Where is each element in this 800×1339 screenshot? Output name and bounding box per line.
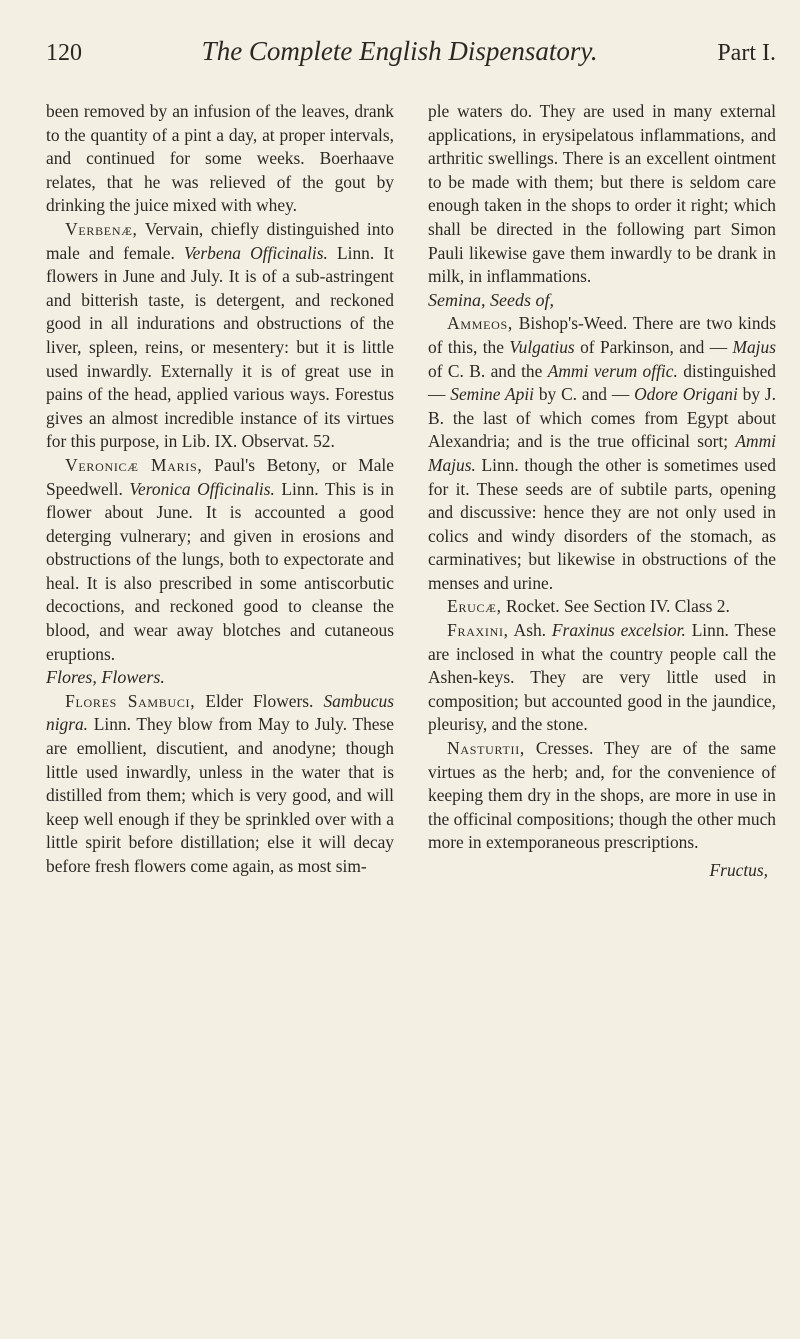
entry-text: by J. B. the last of which comes from Egypt about Alexandria; and is the true officinal sort; xyxy=(428,384,777,452)
left-column xyxy=(46,100,394,883)
entry-headword: Ammeos, xyxy=(447,313,513,334)
entry-veronica xyxy=(46,454,394,666)
latin-name: Ammi verum offic. xyxy=(547,360,678,381)
entry-text: Vervain, chiefly distinguished into male and female. xyxy=(46,218,394,263)
entry-text: of C. B. and the xyxy=(428,360,543,381)
part-label: Part I. xyxy=(717,40,776,66)
entry-text: Paul's Betony, or Male Speedwell. xyxy=(46,454,394,499)
entry-nasturtii xyxy=(428,737,776,855)
entry-headword: Fraxini, xyxy=(447,620,509,641)
entry-text: by C. and — xyxy=(538,384,630,405)
entry-erucae xyxy=(428,595,776,619)
latin-name: Verbena Officinalis. xyxy=(183,242,328,263)
entry-fraxini xyxy=(428,619,776,737)
latin-name: Odore Origani xyxy=(634,384,738,405)
section-heading: Semina, Seeds of, xyxy=(428,289,554,310)
latin-name: Sambucus nigra. xyxy=(46,690,394,735)
text-columns xyxy=(46,100,776,883)
paragraph-continuation: been removed by an infusion of the leaves, drank to the quantity of a pint a day, at proper intervals, and continued for some weeks. Boerhaave relates, that he was relieved of the gout by drinking the juice mixed with whey. xyxy=(46,101,394,216)
running-title: The Complete English Dispensatory. xyxy=(201,36,598,66)
entry-text: Linn. though the other is sometimes used for it. These seeds are of subtile parts, opening and discussive: hence they are not only used in colics and windy disorders of the stomach, as carminatives; but likewise in obstructions of the menses and urine. xyxy=(428,454,776,593)
latin-name: Semine Apii xyxy=(450,384,534,405)
entry-headword: Verbenæ, xyxy=(65,218,138,239)
running-header xyxy=(46,36,776,76)
entry-text: Linn. This is in flower about June. It is accounted a good deterging vulnerary; and given in erosions and obstructions of the lungs, both to expectorate and heal. It is also prescribed in some antiscorbutic decoctions, and reckoned good to cleanse the blood, and wear away blotches and cutaneous eruptions. xyxy=(46,478,394,664)
entry-headword: Nasturtii, xyxy=(447,738,525,759)
entry-text: Linn. It flowers in June and July. It is of a sub-astringent and bitterish taste, is detergent, and reckoned good in all indurations and obstructions of the liver, spleen, reins, or mesentery: but it is little used inwardly. Externally it is of great use in pains of the head, applied various ways. Forestus gives an almost incredible instance of its virtues for this purpose, in Lib. IX. Observat. 52. xyxy=(46,242,394,452)
entry-text: Rocket. See Section IV. Class 2. xyxy=(505,596,730,617)
latin-name: Fraxinus excelsior. xyxy=(551,620,686,641)
entry-text: distinguished — xyxy=(428,360,776,405)
entry-sambuci xyxy=(46,690,394,879)
page-number: 120 xyxy=(46,40,82,66)
right-column xyxy=(428,100,776,883)
entry-text: Ash. xyxy=(513,620,547,641)
paragraph-continuation: ple waters do. They are used in many external applications, in erysipelatous inflammations, and arthritic swellings. There is an excellent ointment to be made with them; but there is seldom care enough taken in the shops to order it right; which shall be directed in the following part Simon Pauli likewise gave them inwardly to be drank in milk, in inflammations. xyxy=(428,101,776,287)
entry-text: Cresses. They are of the same virtues as the herb; and, for the convenience of keeping them dry in the shops, are more in use in the officinal compositions; though the other much more in extemporaneous prescriptions. xyxy=(428,738,776,853)
entry-text: Bishop's-Weed. There are two kinds of this, the xyxy=(428,313,776,357)
section-heading: Flores, Flowers. xyxy=(46,667,165,688)
entry-headword: Flores Sambuci, xyxy=(65,690,196,711)
latin-name: Ammi Majus. xyxy=(428,431,776,475)
entry-text: Linn. These are inclosed in what the country people call the Ashen-keys. They are very little used in composition; but accounted good in the jaundice, pleurisy, and the stone. xyxy=(428,620,776,735)
entry-text: of Parkinson, and — xyxy=(580,336,728,357)
entry-headword: Veronicæ Maris, xyxy=(65,454,203,475)
catchword: Fructus, xyxy=(709,860,768,880)
latin-name: Veronica Officinalis. xyxy=(129,478,275,499)
latin-name: Vulgatius xyxy=(509,336,575,357)
entry-text: Linn. They blow from May to July. These are emollient, discutient, and anodyne; though little used inwardly, unless in the water that is distilled from them; which is very good, and will keep well enough if they be sprinkled over with a little spirit before distillation; else it will decay before fresh flowers come again, as most sim- xyxy=(46,714,394,876)
entry-headword: Erucæ, xyxy=(447,596,502,617)
latin-name: Majus xyxy=(732,336,776,357)
entry-text: Elder Flowers. xyxy=(205,690,314,711)
entry-verbena xyxy=(46,218,394,454)
entry-ammeos xyxy=(428,312,776,595)
